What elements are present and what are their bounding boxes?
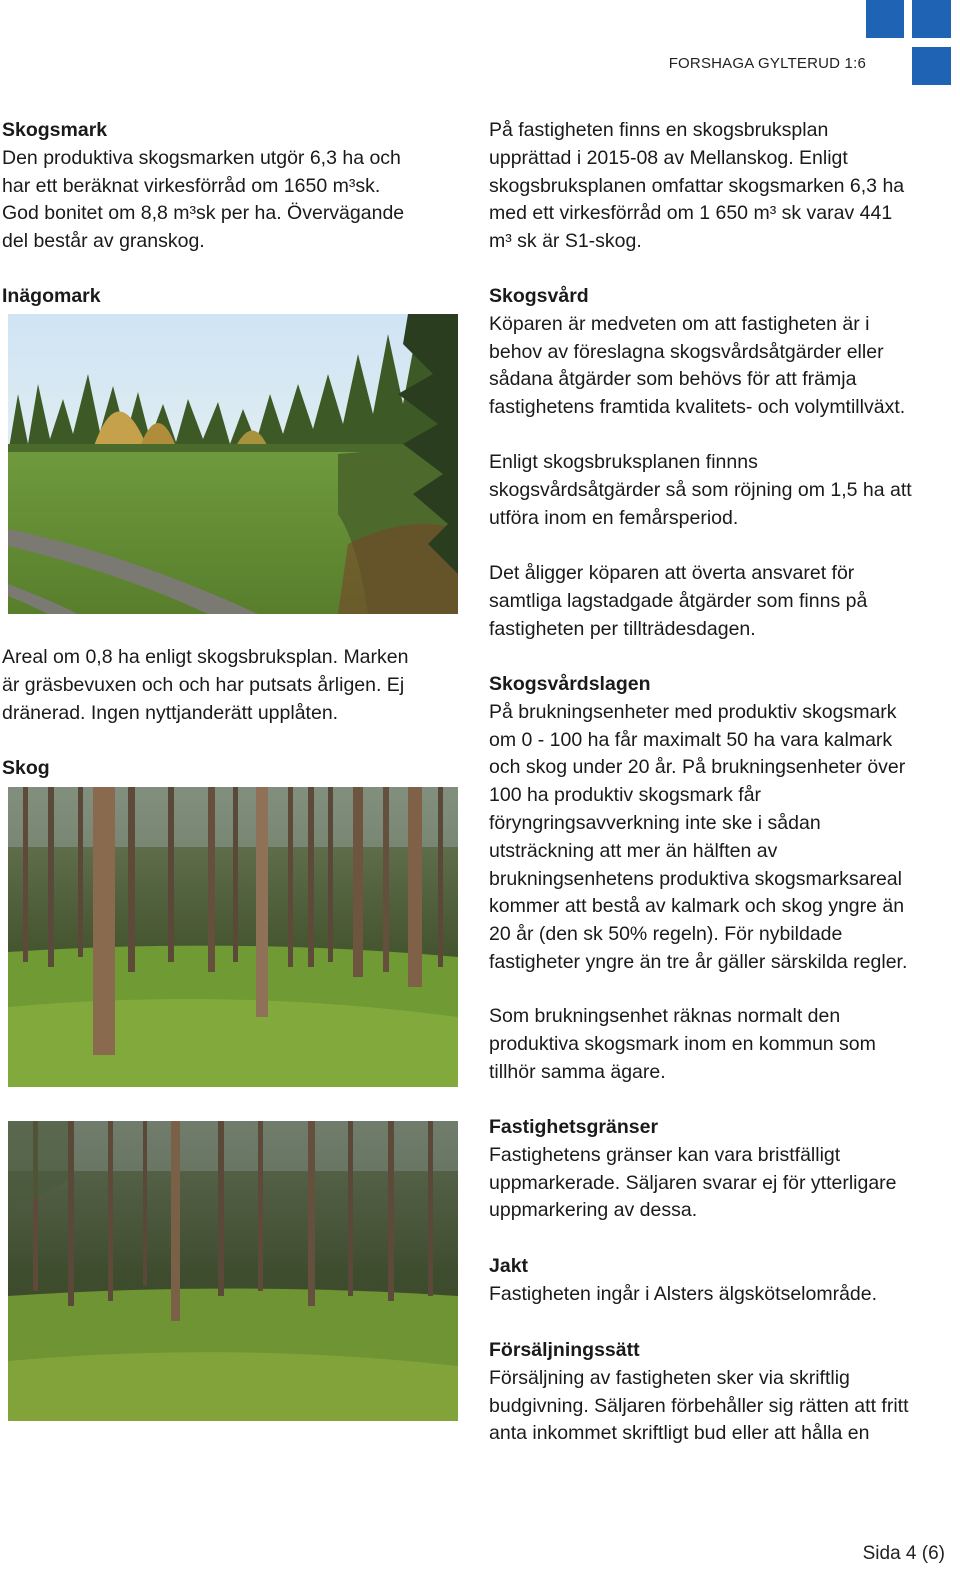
text-line: God bonitet om 8,8 m³sk per ha. Övervägande xyxy=(2,202,405,225)
text-line: Den produktiva skogsmarken utgör 6,3 ha och xyxy=(2,146,401,169)
text-line: sådana åtgärder som behövs för att främja xyxy=(489,368,857,391)
text-line: Areal om 0,8 ha enligt skogsbruksplan. Marken xyxy=(2,646,409,668)
text-line: behov av föreslagna skogsvårdsåtgärder eller xyxy=(489,340,884,363)
section-heading: Fastighetsgränser xyxy=(489,1116,659,1138)
document-title: FORSHAGA GYLTERUD 1:6 xyxy=(668,55,866,72)
forest-photo-1 xyxy=(8,787,458,1087)
section-enligt xyxy=(489,449,954,532)
text-line: Försäljning av fastigheten sker via skriftlig xyxy=(489,1366,850,1389)
section-forsaljningssatt xyxy=(489,1337,954,1448)
text-line: uppmarkerade. Säljaren svarar ej för ytterligare xyxy=(489,1171,897,1194)
text-line: m³ sk är S1-skog. xyxy=(489,230,642,253)
text-line: tillhör samma ägare. xyxy=(489,1060,666,1083)
text-line: dränerad. Ingen nyttjanderätt upplåten. xyxy=(2,701,339,724)
section-brukningsenhet xyxy=(489,1003,954,1086)
text-line: fastigheten per tillträdesdagen. xyxy=(489,617,756,640)
text-line: 20 år (den sk 50% regeln). För nybildade xyxy=(489,923,843,946)
section-jakt xyxy=(489,1253,954,1309)
text-line: anta inkommet skriftligt bud eller att hålla en xyxy=(489,1422,870,1445)
section-inagomark-heading xyxy=(2,283,452,311)
forest-photo-2 xyxy=(8,1121,458,1421)
text-line: Det åligger köparen att överta ansvaret för xyxy=(489,562,855,584)
text-line: utföra inom en femårsperiod. xyxy=(489,506,739,529)
text-line: Fastighetens gränser kan vara bristfälligt xyxy=(489,1143,841,1166)
text-line: produktiva skogsmark inom en kommun som xyxy=(489,1032,876,1055)
text-line: om 0 - 100 ha får maximalt 50 ha vara kalmark xyxy=(489,728,893,751)
text-line: fastigheter yngre än tre år gäller särskilda regler. xyxy=(489,950,908,973)
section-skogsbruksplan xyxy=(489,117,954,256)
section-skogsvard xyxy=(489,283,954,422)
section-heading: Jakt xyxy=(489,1255,529,1277)
text-line: skogsvårdsåtgärder så som röjning om 1,5 ha att xyxy=(489,478,912,501)
text-line: budgivning. Säljaren förbehåller sig rätten att fritt xyxy=(489,1394,909,1417)
text-line: brukningsenhetens produktiva skogsmarksareal xyxy=(489,867,902,890)
section-heading: Skogsvård xyxy=(489,285,589,307)
text-line: föryngringsavverkning inte ske i sådan xyxy=(489,811,821,834)
text-line: På fastigheten finns en skogsbruksplan xyxy=(489,119,829,141)
section-skogsvardslagen xyxy=(489,671,954,977)
text-line: upprättad i 2015-08 av Mellanskog. Enligt xyxy=(489,146,848,169)
section-skog-heading xyxy=(2,755,452,783)
text-line: Köparen är medveten om att fastigheten är i xyxy=(489,312,870,335)
meadow-photo xyxy=(8,314,458,614)
text-line: Fastigheten ingår i Alsters älgskötselområde. xyxy=(489,1282,878,1305)
text-line: kommer att bestå av kalmark och skog yngre än xyxy=(489,895,905,918)
text-line: och skog under 20 år. På brukningsenheter över xyxy=(489,756,906,779)
section-heading: Försäljningssätt xyxy=(489,1339,640,1361)
section-heading: Skogsmark xyxy=(2,119,108,141)
section-fastighetsgranser xyxy=(489,1114,954,1225)
section-heading: Skog xyxy=(2,757,50,779)
text-line: På brukningsenheter med produktiv skogsmark xyxy=(489,700,897,723)
text-line: har ett beräknat virkesförråd om 1650 m³sk. xyxy=(2,174,381,197)
text-line: del består av granskog. xyxy=(2,230,205,253)
page-number: Sida 4 (6) xyxy=(862,1543,945,1564)
text-line: samtliga lagstadgade åtgärder som finns på xyxy=(489,589,868,612)
text-line: Som brukningsenhet räknas normalt den xyxy=(489,1005,841,1027)
section-skogsmark xyxy=(2,117,452,256)
section-aligger xyxy=(489,560,954,643)
section-inagomark-text xyxy=(2,644,452,727)
text-line: är gräsbevuxen och och har putsats årligen. Ej xyxy=(2,673,405,696)
text-line: fastighetens framtida kvalitets- och volymtillväxt. xyxy=(489,396,906,419)
section-heading: Inägomark xyxy=(2,285,101,307)
right-column xyxy=(489,0,954,1573)
text-line: uppmarkering av dessa. xyxy=(489,1199,698,1222)
text-line: Enligt skogsbruksplanen finnns xyxy=(489,451,758,473)
text-line: skogsbruksplanen omfattar skogsmarken 6,3 ha xyxy=(489,174,905,197)
text-line: utsträckning att mer än hälften av xyxy=(489,839,778,862)
text-line: med ett virkesförråd om 1 650 m³ sk varav 441 xyxy=(489,202,893,225)
section-heading: Skogsvårdslagen xyxy=(489,673,651,695)
text-line: 100 ha produktiv skogsmark får xyxy=(489,784,762,807)
